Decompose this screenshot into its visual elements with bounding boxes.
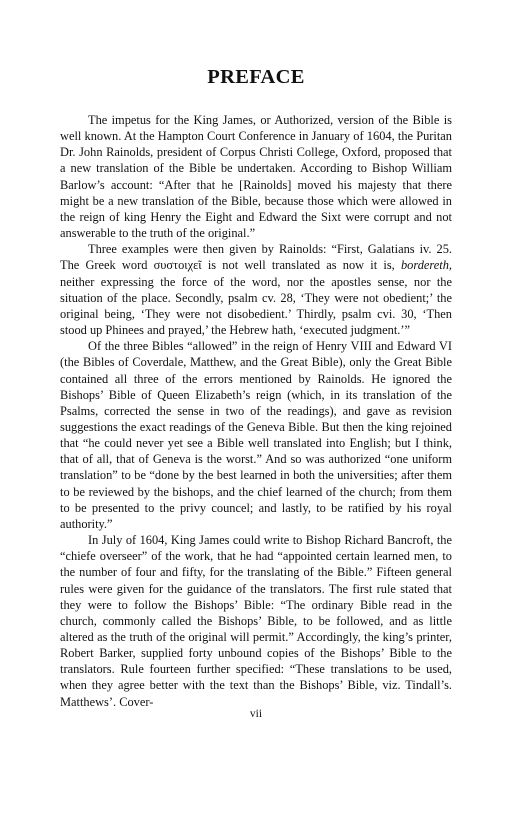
- paragraph-1: [60, 112, 452, 241]
- italic-word: bordereth,: [400, 258, 452, 273]
- body-text: [60, 112, 452, 710]
- paragraph-text: Three examples were then given by Rainolds: “First, Galatians iv. 25. The Greek word συστοιχεῖ is not well translated as now it is,: [60, 242, 452, 273]
- paragraph-2: [60, 241, 452, 338]
- book-page: [60, 0, 452, 829]
- page-number: vii: [249, 708, 263, 720]
- paragraph-text: In July of 1604, King James could write to Bishop Richard Bancroft, the “chiefe overseer” of the work, that he had “appointed certain learned men, to the number of four and fifty, for the translating of the Bible.” Fifteen general rules were given for the guidance of the translators. The first rule stated that they were to follow the Bishops’ Bible: “The ordinary Bible read in the church, commonly called the Bishops’ Bible, to be followed, and as little altered as the truth of the original will permit.” Accordingly, the king’s printer, Robert Barker, supplied forty unbound copies of the Bishops’ Bible to the translators. Rule fourteen further specified: “These translations to be used, when they agree better with the text than the Bishops’ Bible, viz. Tindall’s. Matthews’. Cover-: [60, 533, 452, 709]
- paragraph-text: Of the three Bibles “allowed” in the reign of Henry VIII and Edward VI (the Bibles of Coverdale, Matthew, and the Great Bible), only the Great Bible contained all three of the errors mentioned by Rainolds. He ignored the Bishops’ Bible of Queen Elizabeth’s reign (which, in its translation of the Psalms, corrected the sense in two of the readings), and gave as revision suggestions the exact readings of the Geneva Bible. But then the king rejoined that “he could never yet see a Bible well translated into English; but I think, that of all, that of Geneva is the worst.” And so was authorized “one uniform translation” to be “done by the best learned in both the universities; after them to be reviewed by the bishops, and the chief learned of the church; from them to be presented to the privy councel; and lastly, to be ratified by his royal authority.”: [60, 339, 452, 531]
- paragraph-3: [60, 338, 452, 532]
- page-title: PREFACE: [207, 66, 305, 88]
- paragraph-4: [60, 532, 452, 710]
- paragraph-text: The impetus for the King James, or Authorized, version of the Bible is well known. At the Hampton Court Conference in January of 1604, the Puritan Dr. John Rainolds, president of Corpus Christi College, Oxford, proposed that a new translation of the Bible be undertaken. According to Bishop William Barlow’s account: “After that he [Rainolds] moved his majesty that there might be a new translation of the Bible, because those which were allowed in the reign of king Henry the Eight and Edward the Sixt were corrupt and not answerable to the truth of the original.”: [60, 113, 452, 241]
- paragraph-text: neither expressing the force of the word, nor the apostles sense, nor the situation of the place. Secondly, psalm cv. 28, ‘They were not obedient;’ the original being, ‘They were not disobedient.’ Thirdly, psalm cvi. 30, ‘Then stood up Phinees and prayed,’ the Hebrew hath, ‘executed judgment.’”: [60, 274, 452, 338]
